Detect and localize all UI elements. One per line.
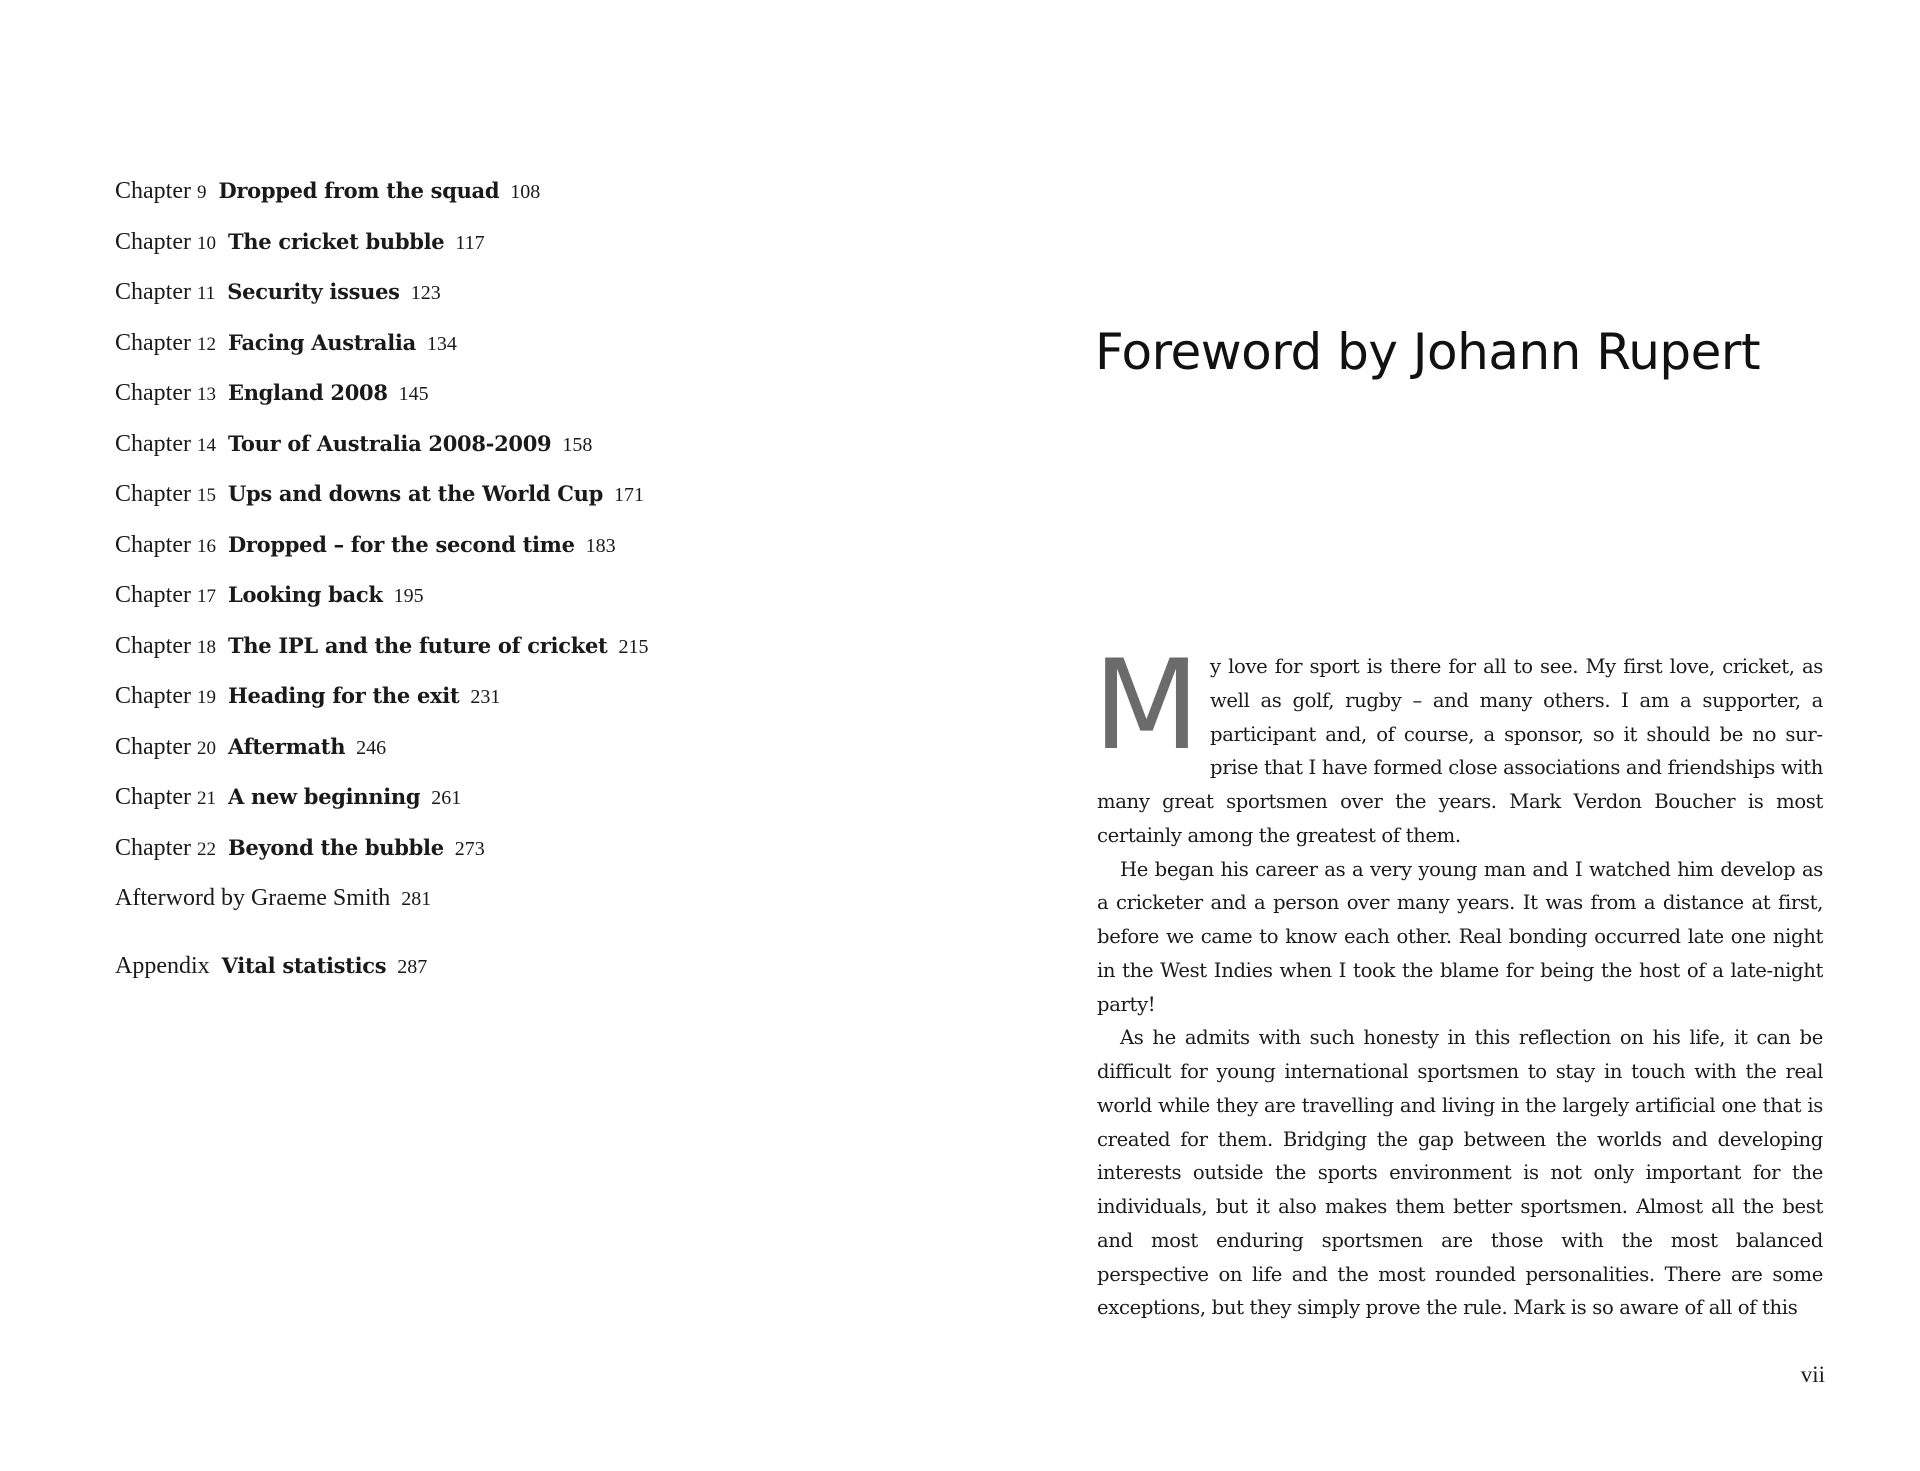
toc-entry-chapter-22 bbox=[115, 835, 935, 886]
toc-chapter-title: England 2008 bbox=[227, 380, 388, 405]
page-number: vii bbox=[1800, 1362, 1825, 1387]
toc-chapter-title: Dropped – for the second time bbox=[227, 531, 575, 557]
toc-chapter-title: Looking back bbox=[227, 582, 383, 607]
toc-chapter-number: 15 bbox=[196, 485, 216, 506]
toc-entry-chapter-13 bbox=[115, 380, 935, 431]
toc-chapter-number: 16 bbox=[196, 535, 216, 557]
toc-chapter-label: Chapter bbox=[115, 531, 191, 558]
toc-appendix-label: Appendix bbox=[115, 952, 210, 979]
toc-page-number: 171 bbox=[614, 484, 644, 506]
toc-chapter-label: Chapter bbox=[115, 481, 191, 507]
toc-entry-afterword bbox=[115, 885, 935, 936]
toc-chapter-label: Chapter bbox=[115, 228, 191, 255]
toc-chapter-number: 14 bbox=[196, 434, 216, 456]
toc-chapter-title: Security issues bbox=[227, 279, 400, 304]
toc-chapter-label: Chapter bbox=[115, 380, 191, 406]
toc-page-number: 246 bbox=[356, 736, 387, 759]
toc-chapter-label: Chapter bbox=[115, 178, 191, 204]
toc-chapter-title: Tour of Australia 2008-2009 bbox=[227, 430, 552, 456]
toc-chapter-label: Chapter bbox=[115, 683, 191, 709]
toc-page-number: 183 bbox=[585, 534, 616, 557]
toc-chapter-number: 13 bbox=[196, 384, 216, 405]
toc-chapter-number: 22 bbox=[196, 838, 216, 860]
toc-chapter-title: Beyond the bubble bbox=[227, 834, 444, 860]
toc-entry-chapter-11 bbox=[115, 279, 935, 330]
toc-page-number: 145 bbox=[398, 383, 429, 405]
toc-afterword-label: Afterword by Graeme Smith bbox=[115, 885, 391, 911]
foreword-heading: Foreword by Johann Rupert bbox=[1095, 323, 1761, 381]
foreword-body bbox=[1093, 634, 1823, 1325]
toc-page-number: 261 bbox=[431, 787, 462, 809]
toc-chapter-title: A new beginning bbox=[227, 784, 421, 809]
toc-chapter-label: Chapter bbox=[115, 430, 191, 457]
foreword-paragraph-1 bbox=[1093, 634, 1823, 853]
toc-appendix-title: Vital statistics bbox=[221, 952, 387, 978]
toc-entry-chapter-16 bbox=[115, 532, 935, 583]
toc-chapter-title: Heading for the exit bbox=[227, 683, 460, 708]
toc-chapter-title: Facing Australia bbox=[227, 329, 416, 355]
toc-chapter-label: Chapter bbox=[115, 733, 191, 760]
toc-page-number: 281 bbox=[401, 888, 432, 910]
toc-chapter-number: 20 bbox=[196, 737, 216, 759]
toc-chapter-title: Aftermath bbox=[227, 733, 346, 759]
toc-entry-chapter-18 bbox=[115, 633, 935, 684]
toc-chapter-title: The cricket bubble bbox=[227, 228, 445, 254]
foreword-paragraph-3: As he admits with such honesty in this reflection on his life, it can be difficult for young international sportsmen to stay in touch with the real world while they are travelling and living in the largely artificial one that is created for them. Bridging the gap between the worlds and developing interests outside the sports environment is not only important for the individuals, but it also makes them better sportsmen. Almost all the best and most enduring sportsmen are those with the most balanced perspective on life and the most rounded personalities. There are some exceptions, but they simply prove the rule. Mark is so aware of all of this bbox=[1097, 1026, 1823, 1320]
toc-chapter-title: Ups and downs at the World Cup bbox=[227, 481, 603, 506]
toc-chapter-number: 18 bbox=[196, 636, 216, 658]
toc-chapter-title: The IPL and the future of cricket bbox=[227, 632, 608, 658]
toc-entry-chapter-20 bbox=[115, 734, 935, 785]
foreword-paragraph-1-text: y love for sport is there for all to see. My first love, cricket, as well as golf, rugby – and many others. I am a supporter, a participant and, of course, a sponsor, so it should be no surprise that I have formed close associations and friendships with many great sportsmen over the years. Mark Verdon Boucher is most certainly among the greatest of them. bbox=[1097, 655, 1823, 847]
toc-entry-chapter-17 bbox=[115, 582, 935, 633]
drop-cap: M bbox=[1093, 634, 1200, 778]
toc-chapter-number: 17 bbox=[196, 586, 216, 607]
toc-chapter-number: 21 bbox=[196, 788, 216, 809]
toc-chapter-label: Chapter bbox=[115, 784, 191, 810]
toc-page-number: 123 bbox=[410, 282, 441, 304]
toc-page-number: 215 bbox=[618, 635, 649, 658]
table-of-contents bbox=[115, 178, 935, 1003]
toc-chapter-label: Chapter bbox=[115, 582, 191, 608]
toc-chapter-number: 11 bbox=[196, 283, 216, 304]
toc-page-number: 231 bbox=[470, 686, 501, 708]
toc-page-number: 158 bbox=[562, 433, 593, 456]
toc-entry-chapter-14 bbox=[115, 431, 935, 482]
toc-entry-chapter-21 bbox=[115, 784, 935, 835]
toc-entry-chapter-15 bbox=[115, 481, 935, 532]
toc-page-number: 287 bbox=[397, 955, 428, 978]
toc-entry-chapter-10 bbox=[115, 229, 935, 280]
toc-page-number: 117 bbox=[455, 231, 485, 254]
toc-page-number: 273 bbox=[454, 837, 485, 860]
toc-entry-chapter-19 bbox=[115, 683, 935, 734]
foreword-paragraph-2: He began his career as a very young man and I watched him develop as a cricketer and a person over many years. It was from a distance at first, before we came to know each other. Real bonding occurred late one night in the West Indies when I took the blame for being the host of a late-night party! bbox=[1097, 857, 1823, 1016]
toc-chapter-number: 12 bbox=[196, 333, 216, 355]
toc-page-number: 108 bbox=[510, 181, 541, 203]
toc-entry-chapter-9 bbox=[115, 178, 935, 229]
toc-entry-chapter-12 bbox=[115, 330, 935, 381]
toc-entry-appendix bbox=[115, 953, 935, 1004]
toc-chapter-label: Chapter bbox=[115, 279, 191, 305]
toc-chapter-number: 19 bbox=[196, 687, 216, 708]
toc-chapter-number: 9 bbox=[196, 182, 207, 203]
toc-chapter-number: 10 bbox=[196, 232, 216, 254]
toc-chapter-label: Chapter bbox=[115, 834, 191, 861]
toc-page-number: 195 bbox=[393, 585, 424, 607]
toc-page-number: 134 bbox=[426, 332, 457, 355]
toc-chapter-label: Chapter bbox=[115, 632, 191, 659]
toc-chapter-label: Chapter bbox=[115, 329, 191, 356]
toc-chapter-title: Dropped from the squad bbox=[218, 178, 500, 203]
